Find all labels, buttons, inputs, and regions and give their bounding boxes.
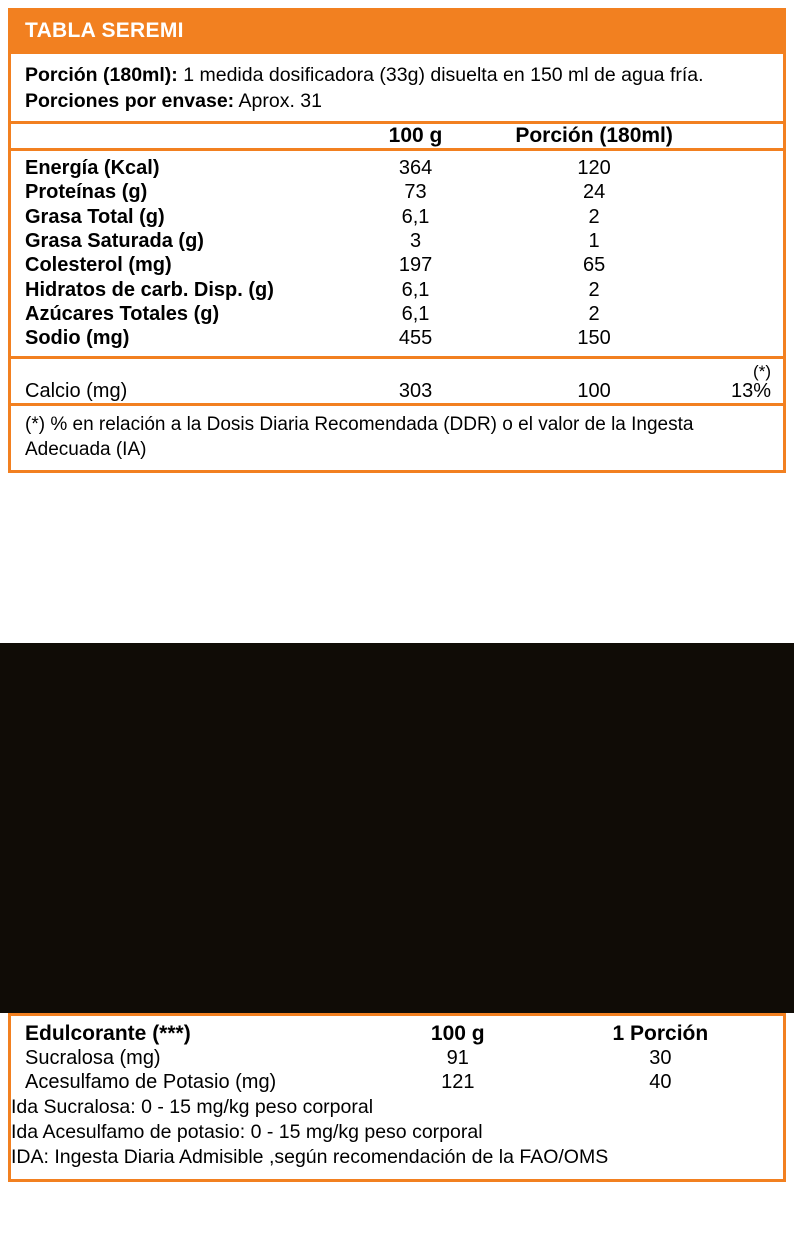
nutrient-per-100g: 6,1 — [401, 205, 430, 228]
table-row — [11, 302, 783, 326]
nutrient-extra — [701, 229, 783, 253]
nutrition-table — [11, 121, 783, 403]
sweetener-table — [11, 1022, 783, 1171]
nutrient-name: Calcio (mg) — [25, 379, 128, 402]
ddr-star-marker: (*) — [753, 361, 771, 381]
sweetener-per-100g: 91 — [446, 1047, 469, 1069]
nutrient-extra — [701, 326, 783, 350]
sweetener-note-row — [11, 1120, 783, 1145]
nutrient-per-portion: 120 — [577, 156, 611, 179]
sweetener-name: Acesulfamo de Potasio (mg) — [25, 1071, 277, 1094]
nutrient-name: Proteínas (g) — [25, 181, 148, 204]
nutrient-per-100g: 197 — [398, 254, 433, 277]
nutrient-extra — [701, 253, 783, 277]
sweetener-header-per-100g: 100 g — [430, 1022, 485, 1045]
header-nutrient — [11, 122, 343, 149]
serving-information — [11, 51, 783, 121]
header-extra — [701, 122, 783, 149]
nutrient-per-portion: 24 — [582, 181, 606, 204]
nutrient-per-100g: 303 — [398, 379, 433, 402]
ddr-footnote: (*) % en relación a la Dosis Diaria Recomendada (DDR) o el valor de la Ingesta Adecuada (IA) — [11, 403, 783, 470]
nutrient-name: Colesterol (mg) — [25, 254, 172, 277]
table-row — [11, 380, 783, 403]
serving-size-value: 1 medida dosificadora (33g) disuelta en 150 ml de agua fría. — [183, 64, 704, 87]
nutrient-name: Sodio (mg) — [25, 327, 130, 350]
nutrient-per-100g: 73 — [404, 181, 427, 204]
sweetener-header-per-portion: 1 Porción — [612, 1022, 709, 1045]
table-row — [11, 278, 783, 302]
header-per-portion: Porción (180ml) — [488, 122, 701, 149]
sweetener-per-100g: 121 — [441, 1071, 475, 1094]
table-row — [11, 1046, 783, 1070]
sweetener-note: Ida Acesulfamo de potasio: 0 - 15 mg/kg peso corporal — [11, 1121, 483, 1144]
nutrient-per-portion: 2 — [588, 205, 600, 228]
sweetener-name: Sucralosa (mg) — [25, 1047, 161, 1069]
sweetener-per-portion: 30 — [649, 1047, 672, 1069]
nutrient-per-100g: 3 — [409, 229, 422, 252]
nutrient-per-portion: 2 — [588, 303, 600, 326]
table-row — [11, 229, 783, 253]
nutrient-per-portion: 100 — [577, 379, 611, 402]
sweetener-header-name: Edulcorante (***) — [25, 1022, 191, 1045]
nutrient-name: Grasa Saturada (g) — [25, 229, 204, 252]
nutrient-per-portion: 65 — [582, 254, 606, 277]
servings-per-container-value: Aprox. 31 — [238, 90, 322, 113]
table-row — [11, 1070, 783, 1094]
table-row — [11, 253, 783, 277]
table-header-row — [11, 122, 783, 149]
sweetener-panel — [8, 1013, 786, 1182]
sweetener-header-row — [11, 1022, 783, 1046]
nutrient-percent-ddr: 13% — [730, 379, 771, 402]
nutrient-extra — [701, 278, 783, 302]
servings-per-container-label: Porciones por envase: — [25, 90, 235, 113]
serving-size-label: Porción (180ml): — [25, 64, 178, 87]
nutrient-extra — [701, 205, 783, 229]
panel-title: TABLA SEREMI — [11, 11, 783, 51]
nutrient-name: Grasa Total (g) — [25, 205, 165, 228]
sweetener-note-row — [11, 1145, 783, 1170]
serving-size-line — [25, 62, 771, 88]
nutrient-extra — [701, 302, 783, 326]
sweetener-note-row — [11, 1095, 783, 1120]
nutrient-per-portion: 150 — [577, 327, 611, 350]
nutrient-per-100g: 6,1 — [401, 303, 430, 326]
table-row — [11, 205, 783, 229]
nutrient-name: Azúcares Totales (g) — [25, 303, 220, 326]
nutrient-per-100g: 364 — [398, 156, 433, 179]
servings-per-container-line — [25, 88, 771, 114]
nutrition-facts-panel — [8, 8, 786, 473]
nutrient-per-100g: 6,1 — [401, 278, 430, 301]
sweetener-note: Ida Sucralosa: 0 - 15 mg/kg peso corporal — [11, 1095, 374, 1118]
table-row — [11, 180, 783, 204]
table-row — [11, 156, 783, 180]
nutrient-extra — [701, 156, 783, 180]
nutrient-name: Hidratos de carb. Disp. (g) — [25, 278, 274, 301]
ddr-marker-row — [11, 363, 783, 380]
black-separator-band — [0, 643, 794, 1013]
table-row — [11, 326, 783, 350]
header-per-100g: 100 g — [343, 122, 487, 149]
sweetener-note: IDA: Ingesta Diaria Admisible ,según recomendación de la FAO/OMS — [11, 1146, 609, 1169]
nutrient-extra — [701, 180, 783, 204]
nutrient-per-portion: 2 — [588, 278, 600, 301]
nutrient-per-portion: 1 — [588, 229, 600, 252]
nutrient-name: Energía (Kcal) — [25, 156, 160, 179]
nutrient-per-100g: 455 — [398, 327, 433, 350]
sweetener-per-portion: 40 — [649, 1071, 672, 1094]
